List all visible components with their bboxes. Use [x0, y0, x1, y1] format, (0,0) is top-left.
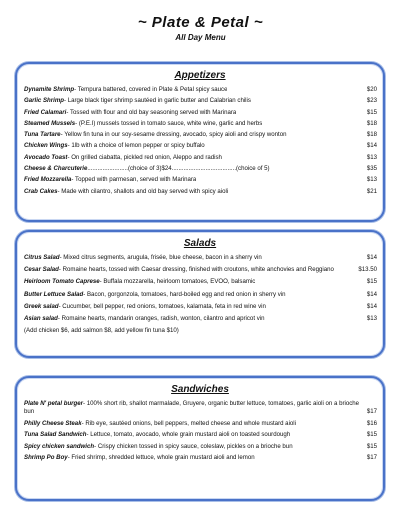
- item-price: $17: [366, 454, 377, 462]
- item-price: $14: [366, 254, 377, 261]
- item-price: $15: [366, 108, 377, 116]
- menu-item: [24, 165, 377, 173]
- salad-addons-note: (Add chicken $6, add salmon $8, add yellow fin tuna $10): [24, 327, 179, 335]
- item-description: - Large black tiger shrimp sautéed in garlic butter and Calabrian chilis: [63, 97, 251, 105]
- item-name: Garlic Shrimp: [24, 97, 64, 105]
- item-description: - 100% short rib, shallot marmalade, Gruyere, organic butter lettuce, tomatoes, garlic aioli on a brioche bun: [24, 400, 360, 415]
- item-description: - Lettuce, tomato, avocado, whole grain mustard aioli on toasted sourdough: [86, 431, 291, 439]
- menu-item: [24, 86, 377, 94]
- item-price: $14: [366, 142, 377, 150]
- item-name: Spicy chicken sandwich: [24, 442, 95, 450]
- item-description: - Topped with parmesan, served with Marinara: [71, 176, 197, 184]
- item-price: $21: [366, 187, 377, 195]
- item-name: Crab Cakes: [24, 187, 58, 195]
- item-name: Shrimp Po Boy: [24, 454, 68, 462]
- item-name: Fried Calamari: [24, 108, 67, 116]
- restaurant-title: ~ Plate & Petal ~: [137, 14, 264, 31]
- menu-item: [24, 431, 377, 439]
- item-description: - Rib eye, sautéed onions, bell peppers, melted cheese and whole mustard aioli: [81, 419, 297, 427]
- menu-item: [24, 278, 377, 286]
- item-price: $15: [366, 442, 377, 450]
- menu-item: [24, 154, 377, 162]
- menu-item: [24, 443, 377, 451]
- item-name: Cesar Salad: [24, 266, 59, 274]
- item-price: $13: [366, 153, 377, 161]
- menu-item: [24, 109, 377, 117]
- menu-item: [24, 291, 377, 299]
- item-description: - Made with cilantro, shallots and old bay served with spicy aioli: [57, 187, 229, 195]
- item-description: - Buffala mozzarella, heirloom tomatoes, EVOO, balsamic: [99, 278, 256, 286]
- menu-subtitle: All Day Menu: [175, 33, 226, 42]
- item-price: $13: [366, 314, 377, 322]
- appetizers-section: [15, 62, 385, 222]
- item-name: Plate N' petal burger: [24, 400, 84, 407]
- item-name: Citrus Salad: [24, 254, 60, 261]
- menu-header: [0, 14, 401, 42]
- item-price: $16: [366, 419, 377, 427]
- item-price: $14: [366, 290, 377, 298]
- salads-heading: Salads: [183, 238, 217, 249]
- item-name: Butter Lettuce Salad: [24, 290, 84, 298]
- salads-section: [15, 230, 385, 358]
- item-name: Dynamite Shrimp: [24, 86, 75, 93]
- item-name: Asian salad: [24, 314, 58, 322]
- item-price: $13.50: [358, 266, 377, 274]
- item-description: - 1lb with a choice of lemon pepper or spicy buffalo: [67, 142, 205, 150]
- item-name: Chicken Wings: [24, 142, 68, 150]
- item-name: Steamed Mussels: [24, 119, 76, 127]
- item-description: - On grilled ciabatta, pickled red onion, Aleppo and radish: [67, 153, 222, 161]
- menu-item: [24, 142, 377, 150]
- menu-item: [24, 315, 377, 323]
- appetizers-heading: Appetizers: [174, 70, 226, 81]
- item-description: ........................(choice of 3)$24......................................(choice of 5): [87, 165, 270, 173]
- menu-item: [24, 303, 377, 311]
- item-name: Heirloom Tomato Caprese: [24, 278, 100, 286]
- item-price: $20: [366, 86, 377, 93]
- item-price: $23: [366, 97, 377, 105]
- menu-item: [24, 420, 377, 428]
- item-name: Greek salad: [24, 302, 59, 310]
- item-price: $17: [366, 408, 377, 415]
- item-description: - Cucumber, bell pepper, red onions, tomatoes, kalamata, feta in red wine vin: [58, 302, 266, 310]
- menu-item: [24, 400, 377, 416]
- item-price: $35: [366, 165, 377, 173]
- item-description: - Mixed citrus segments, arugula, frisée, blue cheese, bacon in a sherry vin: [59, 254, 262, 261]
- item-price: $13: [366, 176, 377, 184]
- menu-item: [24, 254, 377, 262]
- menu-item: [24, 454, 377, 462]
- item-name: Tuna Salad Sandwich: [24, 431, 87, 439]
- sandwiches-heading: Sandwiches: [171, 384, 229, 395]
- item-description: - Romaine hearts, tossed with Caesar dressing, finished with croutons, white anchovies and Reggiano: [58, 266, 334, 274]
- item-name: Avocado Toast: [24, 153, 68, 161]
- item-name: Fried Mozzarella: [24, 176, 72, 184]
- item-description: - (P.E.I) mussels tossed in tomato sauce, white wine, garlic and herbs: [75, 119, 263, 127]
- menu-item: [24, 266, 377, 274]
- menu-item: [24, 131, 377, 139]
- item-description: - Fried shrimp, shredded lettuce, whole grain mustard aioli and lemon: [67, 454, 255, 462]
- item-description: - Tempura battered, covered in Plate & Petal spicy sauce: [74, 86, 228, 93]
- item-name: Cheese & Charcuterie: [24, 165, 88, 173]
- sandwiches-section: [15, 376, 385, 501]
- item-price: $15: [366, 278, 377, 286]
- menu-item: [24, 120, 377, 128]
- item-price: $18: [366, 131, 377, 139]
- item-price: $14: [366, 302, 377, 310]
- item-description: - Crispy chicken tossed in spicy sauce, coleslaw, pickles on a brioche bun: [94, 442, 293, 450]
- item-description: - Bacon, gorgonzola, tomatoes, hard-boiled egg and red onion in sherry vin: [83, 290, 286, 298]
- menu-item: [24, 97, 377, 105]
- menu-item: [24, 176, 377, 184]
- item-name: Philly Cheese Steak: [24, 419, 82, 427]
- item-price: $18: [366, 119, 377, 127]
- item-price: $15: [366, 431, 377, 439]
- item-name: Tuna Tartare: [24, 131, 61, 139]
- menu-item: [24, 188, 377, 196]
- item-description: - Tossed with flour and old bay seasoning served with Marinara: [66, 108, 237, 116]
- item-description: - Yellow fin tuna in our soy-sesame dressing, avocado, spicy aioli and crispy wonton: [60, 131, 287, 139]
- item-description: - Romaine hearts, mandarin oranges, radish, wonton, cilantro and apricot vin: [57, 314, 265, 322]
